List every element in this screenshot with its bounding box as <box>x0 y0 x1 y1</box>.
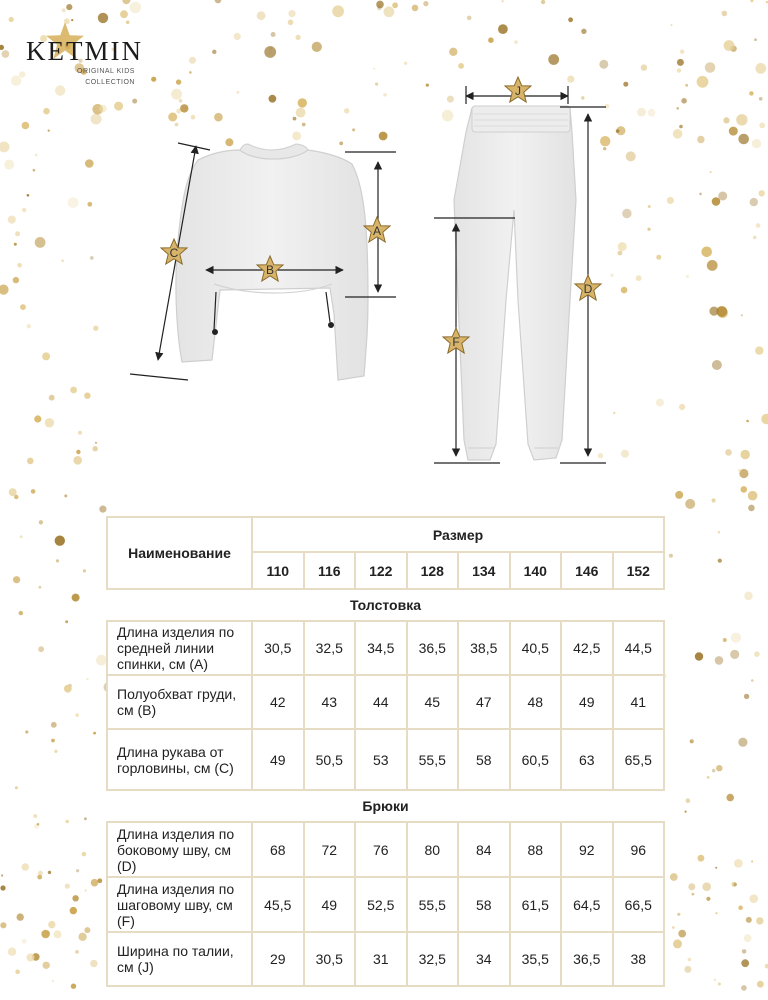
cell-value: 29 <box>252 932 304 986</box>
size-table <box>106 516 665 987</box>
size-value: 140 <box>510 552 562 589</box>
size-value: 134 <box>458 552 510 589</box>
size-value: 110 <box>252 552 304 589</box>
cell-value: 44,5 <box>613 621 665 675</box>
cell-value: 96 <box>613 822 665 877</box>
badge-j <box>505 77 531 102</box>
cell-value: 66,5 <box>613 877 665 932</box>
table-row <box>107 932 664 986</box>
cell-value: 48 <box>510 675 562 729</box>
table-row <box>107 729 664 790</box>
cell-value: 32,5 <box>304 621 356 675</box>
row-label: Длина изделия по средней линии спинки, см (А) <box>107 621 252 675</box>
cell-value: 47 <box>458 675 510 729</box>
row-label: Ширина по талии, см (J) <box>107 932 252 986</box>
badge-d-label: D <box>583 282 593 296</box>
size-value: 122 <box>355 552 407 589</box>
brand-tagline-1: ORIGINAL KIDS <box>77 68 135 75</box>
cell-value: 49 <box>561 675 613 729</box>
cell-value: 84 <box>458 822 510 877</box>
cell-value: 32,5 <box>407 932 459 986</box>
pants-drawing <box>454 106 576 460</box>
brand-name: KETMIN <box>26 36 143 66</box>
cell-value: 88 <box>510 822 562 877</box>
cell-value: 30,5 <box>252 621 304 675</box>
cell-value: 68 <box>252 822 304 877</box>
table-row <box>107 675 664 729</box>
section-title-pants: Брюки <box>107 790 664 822</box>
section-title-sweatshirt: Толстовка <box>107 589 664 621</box>
size-value: 128 <box>407 552 459 589</box>
size-value: 116 <box>304 552 356 589</box>
cell-value: 50,5 <box>304 729 356 790</box>
table-row <box>107 621 664 675</box>
table-row <box>107 822 664 877</box>
cell-value: 35,5 <box>510 932 562 986</box>
badge-b-label: B <box>265 263 275 277</box>
row-label: Длина изделия по боковому шву, см (D) <box>107 822 252 877</box>
cell-value: 49 <box>252 729 304 790</box>
cell-value: 42 <box>252 675 304 729</box>
badge-a <box>364 217 390 242</box>
cell-value: 63 <box>561 729 613 790</box>
cell-value: 31 <box>355 932 407 986</box>
cell-value: 36,5 <box>407 621 459 675</box>
cell-value: 61,5 <box>510 877 562 932</box>
cell-value: 42,5 <box>561 621 613 675</box>
cell-value: 43 <box>304 675 356 729</box>
badge-j-label: J <box>515 84 521 98</box>
row-label: Длина рукава от горловины, см (С) <box>107 729 252 790</box>
size-chart <box>106 516 663 987</box>
cell-value: 44 <box>355 675 407 729</box>
cell-value: 45 <box>407 675 459 729</box>
table-row <box>107 877 664 932</box>
cell-value: 80 <box>407 822 459 877</box>
row-label: Полуобхват груди, см (В) <box>107 675 252 729</box>
badge-f-label: F <box>452 335 460 349</box>
size-header: Размер <box>252 517 664 552</box>
badge-a-label: A <box>372 224 382 238</box>
cell-value: 41 <box>613 675 665 729</box>
cell-value: 55,5 <box>407 877 459 932</box>
cell-value: 72 <box>304 822 356 877</box>
cell-value: 40,5 <box>510 621 562 675</box>
cell-value: 45,5 <box>252 877 304 932</box>
cell-value: 38,5 <box>458 621 510 675</box>
cell-value: 49 <box>304 877 356 932</box>
size-value: 146 <box>561 552 613 589</box>
cell-value: 58 <box>458 877 510 932</box>
cell-value: 52,5 <box>355 877 407 932</box>
badge-c-label: C <box>169 246 179 260</box>
cell-value: 76 <box>355 822 407 877</box>
cell-value: 55,5 <box>407 729 459 790</box>
brand-logo <box>26 38 143 87</box>
cell-value: 53 <box>355 729 407 790</box>
cell-value: 34 <box>458 932 510 986</box>
cell-value: 36,5 <box>561 932 613 986</box>
cell-value: 64,5 <box>561 877 613 932</box>
name-header: Наименование <box>107 517 252 589</box>
brand-tagline-2: COLLECTION <box>85 79 135 86</box>
row-label: Длина изделия по шаговому шву, см (F) <box>107 877 252 932</box>
cell-value: 30,5 <box>304 932 356 986</box>
size-value: 152 <box>613 552 665 589</box>
cell-value: 38 <box>613 932 665 986</box>
cell-value: 60,5 <box>510 729 562 790</box>
cell-value: 65,5 <box>613 729 665 790</box>
cell-value: 92 <box>561 822 613 877</box>
cell-value: 34,5 <box>355 621 407 675</box>
cell-value: 58 <box>458 729 510 790</box>
